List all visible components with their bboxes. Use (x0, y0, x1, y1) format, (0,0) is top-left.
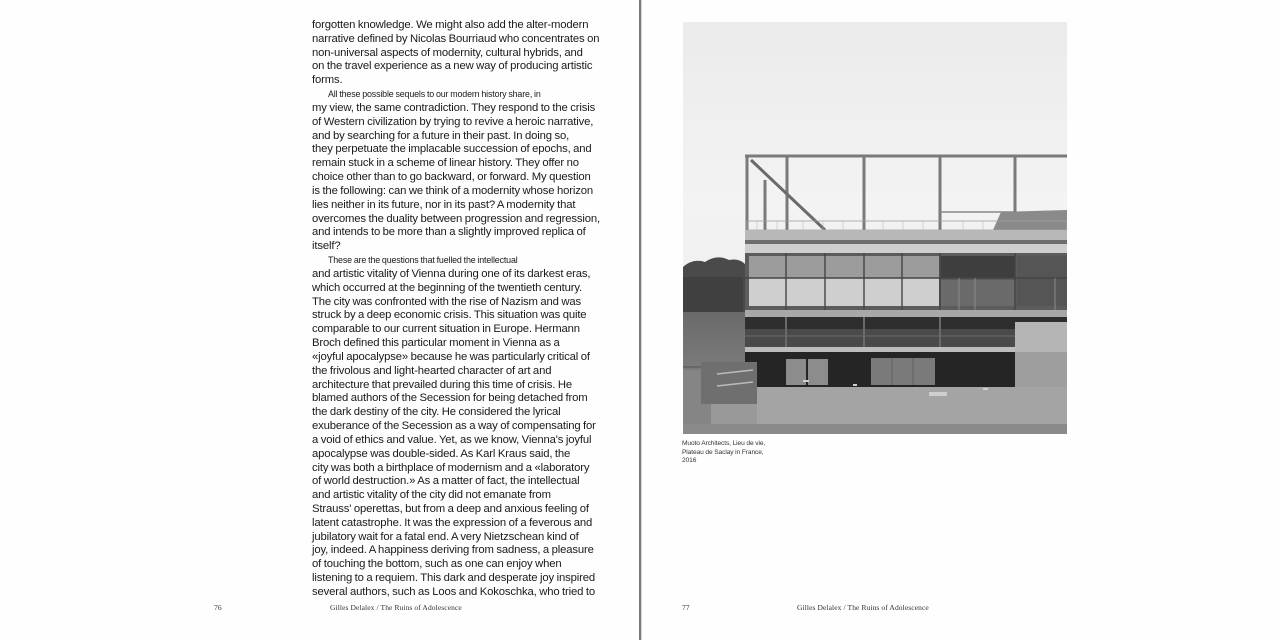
text-line: which occurred at the beginning of the twentieth century. (312, 281, 583, 294)
text-line: exuberance of the Secession as a way of compensating for (312, 420, 596, 433)
text-line: latent catastrophe. It was the expression of a feverous and (312, 516, 593, 529)
text-line: listening to a requiem. This dark and desperate joy inspired (312, 572, 595, 585)
text-line: and intends to be more than a slightly improved replica of (312, 226, 586, 239)
text-line: my view, the same contradiction. They respond to the crisis (312, 101, 596, 114)
text-line: joy, indeed. A happiness deriving from sadness, a pleasure (312, 544, 594, 557)
running-title-right: Gilles Delalex / The Ruins of Adolescence (797, 603, 929, 612)
text-line: Broch defined this particular moment in Vienna as a (312, 337, 560, 350)
caption-line: Muoto Architects, Lieu de vie, (682, 440, 766, 447)
text-line: several authors, such as Loos and Kokoschka, who tried to (312, 585, 595, 598)
text-line: overcomes the duality between progression and regression, (312, 212, 600, 225)
text-line: the dark destiny of the city. He considered the lyrical (312, 406, 561, 419)
text-line: blamed authors of the Secession for being detached from (312, 392, 588, 405)
text-line: on the travel experience as a new way of producing artistic (312, 60, 593, 73)
right-page (641, 0, 1280, 640)
text-line: struck by a deep economic crisis. This situation was quite (312, 309, 587, 322)
building-photo-graphic (683, 22, 1067, 434)
building-photo (683, 22, 1067, 434)
text-line: and artistic vitality of Vienna during one of its darkest eras, (312, 267, 591, 280)
text-line: forgotten knowledge. We might also add the alter-modern (312, 19, 589, 31)
text-line: of touching the bottom, such as one can enjoy when (312, 558, 562, 571)
text-line: city was both a birthplace of modernism and a «laboratory (312, 461, 590, 474)
text-line: comparable to our current situation in Europe. Hermann (312, 323, 580, 336)
text-line: lies neither in its future, nor in its past? A modernity that (312, 198, 576, 211)
text-line: The city was confronted with the rise of Nazism and was (312, 295, 582, 308)
text-line: of world destruction.» As a matter of fact, the intellectual (312, 475, 580, 488)
text-line: choice other than to go backward, or forward. My question (312, 171, 591, 184)
text-line: and by searching for a future in their past. In doing so, (312, 129, 570, 142)
text-line: they perpetuate the implacable succession of epochs, and (312, 143, 592, 156)
page-number-left: 76 (214, 603, 222, 612)
text-line: All these possible sequels to our modern history share, in (328, 89, 541, 100)
text-line: is the following: can we think of a modernity whose horizon (312, 184, 594, 197)
body-text-column (312, 19, 602, 600)
text-line: the frivolous and light-hearted character of art and (312, 364, 552, 377)
text-line: itself? (312, 240, 341, 253)
text-line: These are the questions that fuelled the intellectual (328, 255, 518, 266)
text-line: remain stuck in a scheme of linear history. They offer no (312, 157, 579, 170)
text-line: forms. (312, 74, 343, 87)
text-line: «joyful apocalypse» because he was particularly critical of (312, 350, 590, 363)
text-line: non-universal aspects of modernity, cultural hybrids, and (312, 46, 583, 59)
page-number-right: 77 (682, 603, 690, 612)
photo-caption (682, 440, 832, 466)
text-line: of Western civilization by trying to revive a heroic narrative, (312, 115, 594, 128)
caption-line: Plateau de Saclay in France, (682, 448, 764, 456)
text-line: a void of ethics and value. Yet, as we know, Vienna's joyful (312, 433, 592, 446)
text-line: architecture that prevailed during this time of crisis. He (312, 378, 572, 391)
text-line: jubilatory wait for a fatal end. A very Nietzschean kind of (312, 530, 579, 543)
text-line: apocalypse was double-sided. As Karl Kraus said, the (312, 447, 571, 460)
caption-line: 2016 (682, 457, 697, 465)
text-line: and artistic vitality of the city did not emanate from (312, 489, 551, 502)
text-line: Strauss' operettas, but from a deep and anxious feeling of (312, 502, 589, 515)
text-line: narrative defined by Nicolas Bourriaud who concentrates on (312, 32, 600, 45)
running-title-left: Gilles Delalex / The Ruins of Adolescence (330, 603, 462, 612)
